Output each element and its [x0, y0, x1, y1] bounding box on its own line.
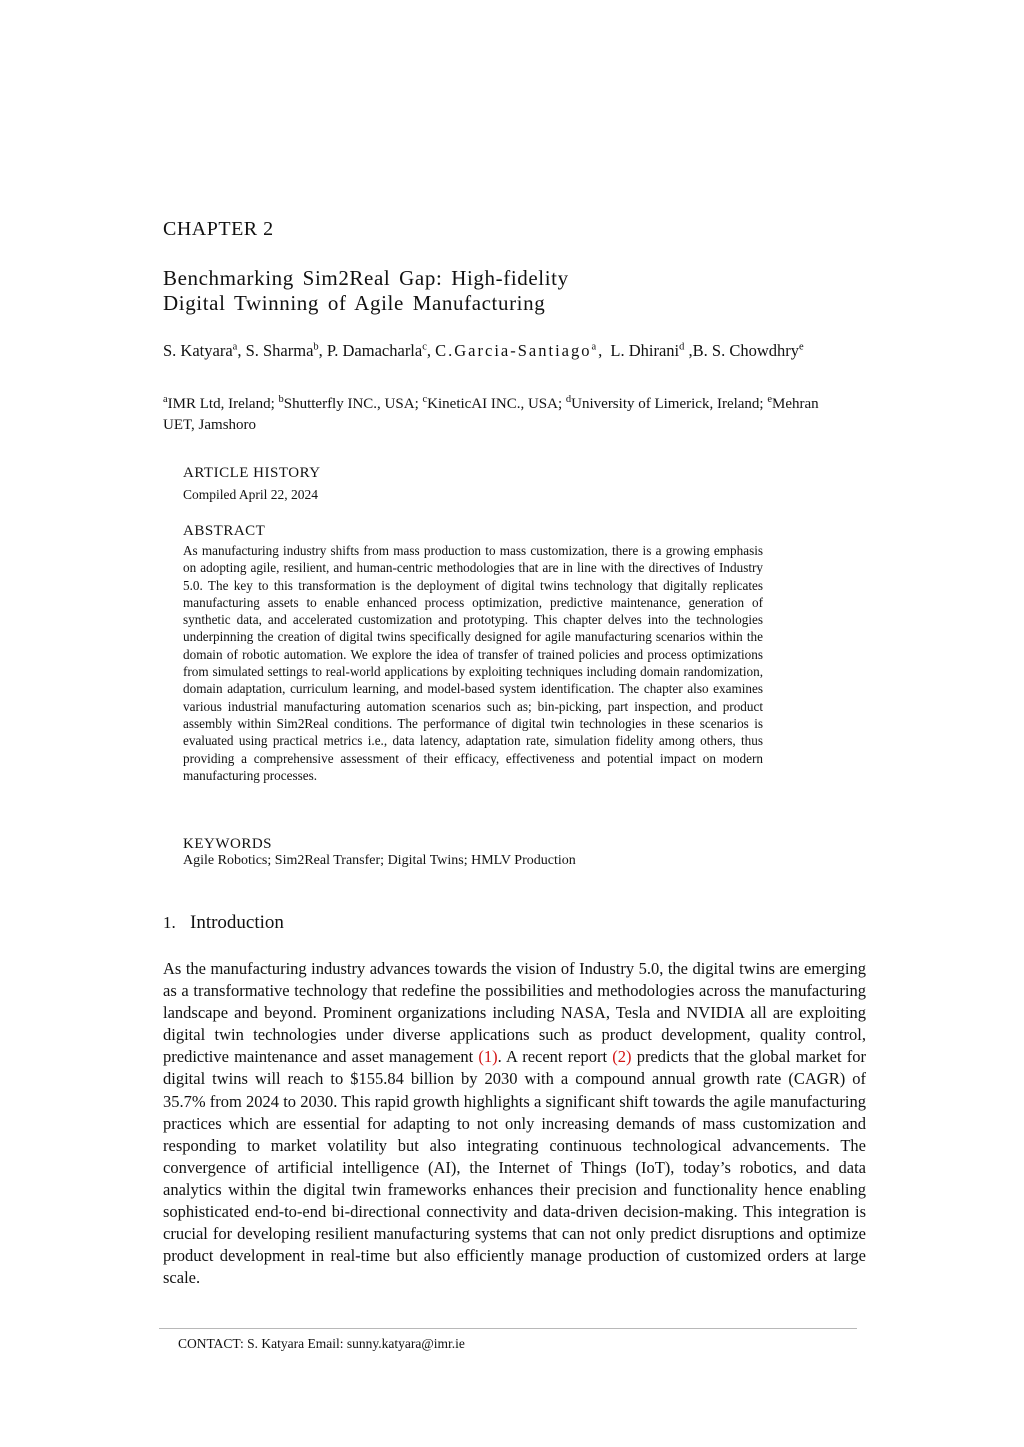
affiliation: KineticAI INC., USA;: [427, 396, 566, 412]
author: S. Sharma$^b$,: [245, 341, 327, 360]
abstract-heading: ABSTRACT: [183, 523, 266, 539]
intro-paragraph: As the manufacturing industry advances towards the vision of Industry 5.0, the digital twins are emerging as a transformative technology that redefine the possibilities and methodologies across the manufacturing landscape and beyond. Prominent organizations including NASA, Tesla and NVIDIA all are exploiting digital twin technologies under diverse applications such as product development, quality control, predictive maintenance and asset management (1). A recent report (2) predicts that the global market for digital twins will reach to $155.84 billion by 2030 with a compound annual growth rate (CAGR) of 35.7% from 2024 to 2030. This rapid growth highlights a significant shift towards the agile manufacturing practices which are essential for adapting to not only increasing demands of mass customization and responding to market volatility but also integrating continuous technological advancements. The convergence of artificial intelligence (AI), the Internet of Things (IoT), today’s robotics, and data analytics within the digital twin frameworks enhances their precision and functionality hence enabling sophisticated end-to-end bi-directional connectivity and data-driven decision-making. This integration is crucial for developing resilient manufacturing systems that can not only predict disruptions and optimize product development in real-time but also efficiently manage production of customized orders at large scale.: [163, 959, 866, 1288]
section-heading: [163, 912, 284, 934]
section-title: Introduction: [190, 912, 284, 933]
citation-link[interactable]: (2): [612, 1047, 632, 1067]
keyword: HMLV Production: [471, 853, 576, 868]
author: C.Garcia-Santiago$^a$,: [435, 341, 611, 360]
title-line-1: Benchmarking Sim2Real Gap: High-fidelity: [163, 266, 569, 290]
author: P. Damacharla$^c$,: [326, 341, 436, 360]
section-number: 1.: [163, 913, 176, 932]
keywords-list: [183, 853, 576, 869]
keywords-heading: KEYWORDS: [183, 836, 272, 852]
paper-title: [163, 266, 569, 316]
author: L. Dhirani$^d$ ,: [610, 341, 693, 360]
title-line-2: Digital Twinning of Agile Manufacturing: [163, 291, 546, 315]
keyword: Sim2Real Transfer;: [274, 853, 385, 868]
citation-link[interactable]: (1): [478, 1047, 498, 1067]
author: S. Katyara$^a$,: [163, 341, 246, 360]
contact-footnote: CONTACT: S. Katyara Email: sunny.katyara@imr.ie: [178, 1336, 465, 1351]
compiled-date: Compiled April 22, 2024: [183, 487, 318, 502]
affiliation: IMR Ltd, Ireland;: [167, 396, 279, 412]
abstract-text: As manufacturing industry shifts from mass production to mass customization, there is a growing emphasis on adopting agile, resilient, and human-centric methodologies that are in line with the directives of Industry 5.0. The key to this transformation is the deployment of digital twins technology that digitally replicates manufacturing assets to enable enhanced process optimization, predictive maintenance, generation of synthetic data, and accelerated customization and prototyping. This chapter delves into the technologies underpinning the creation of digital twins specifically designed for agile manufacturing scenarios within the domain of robotic automation. We explore the idea of transfer of trained policies and process optimizations from simulated settings to real-world applications by exploiting techniques including domain randomization, domain adaptation, curriculum learning, and model-based system identification. The chapter also examines various industrial manufacturing automation scenarios such as; bin-picking, part inspection, and product assembly within Sim2Real conditions. The performance of digital twin technologies in these scenarios is evaluated using practical metrics i.e., data latency, adaptation rate, simulation fidelity among others, thus providing a comprehensive assessment of their efficacy, effectiveness and potential impact on modern manufacturing processes.: [183, 543, 763, 783]
keyword: Agile Robotics;: [183, 853, 272, 868]
author-list: [163, 340, 843, 362]
author: B. S. Chowdhry$^e$: [692, 341, 804, 360]
affiliation: University of Limerick, Ireland;: [571, 396, 768, 412]
affiliations: $^a$IMR Ltd, Ireland; $^b$Shutterfly INC., USA; $^c$KineticAI INC., USA; $^d$University of Limerick, Ireland; $^e$Mehran UET, Jamshoro: [163, 394, 819, 433]
keyword: Digital Twins;: [387, 853, 468, 868]
footnote-divider: [159, 1328, 857, 1329]
chapter-label: CHAPTER 2: [163, 218, 274, 240]
affiliation: Mehran UET, Jamshoro: [163, 396, 819, 433]
article-history-heading: ARTICLE HISTORY: [183, 465, 321, 481]
affiliation: Shutterfly INC., USA;: [283, 396, 423, 412]
